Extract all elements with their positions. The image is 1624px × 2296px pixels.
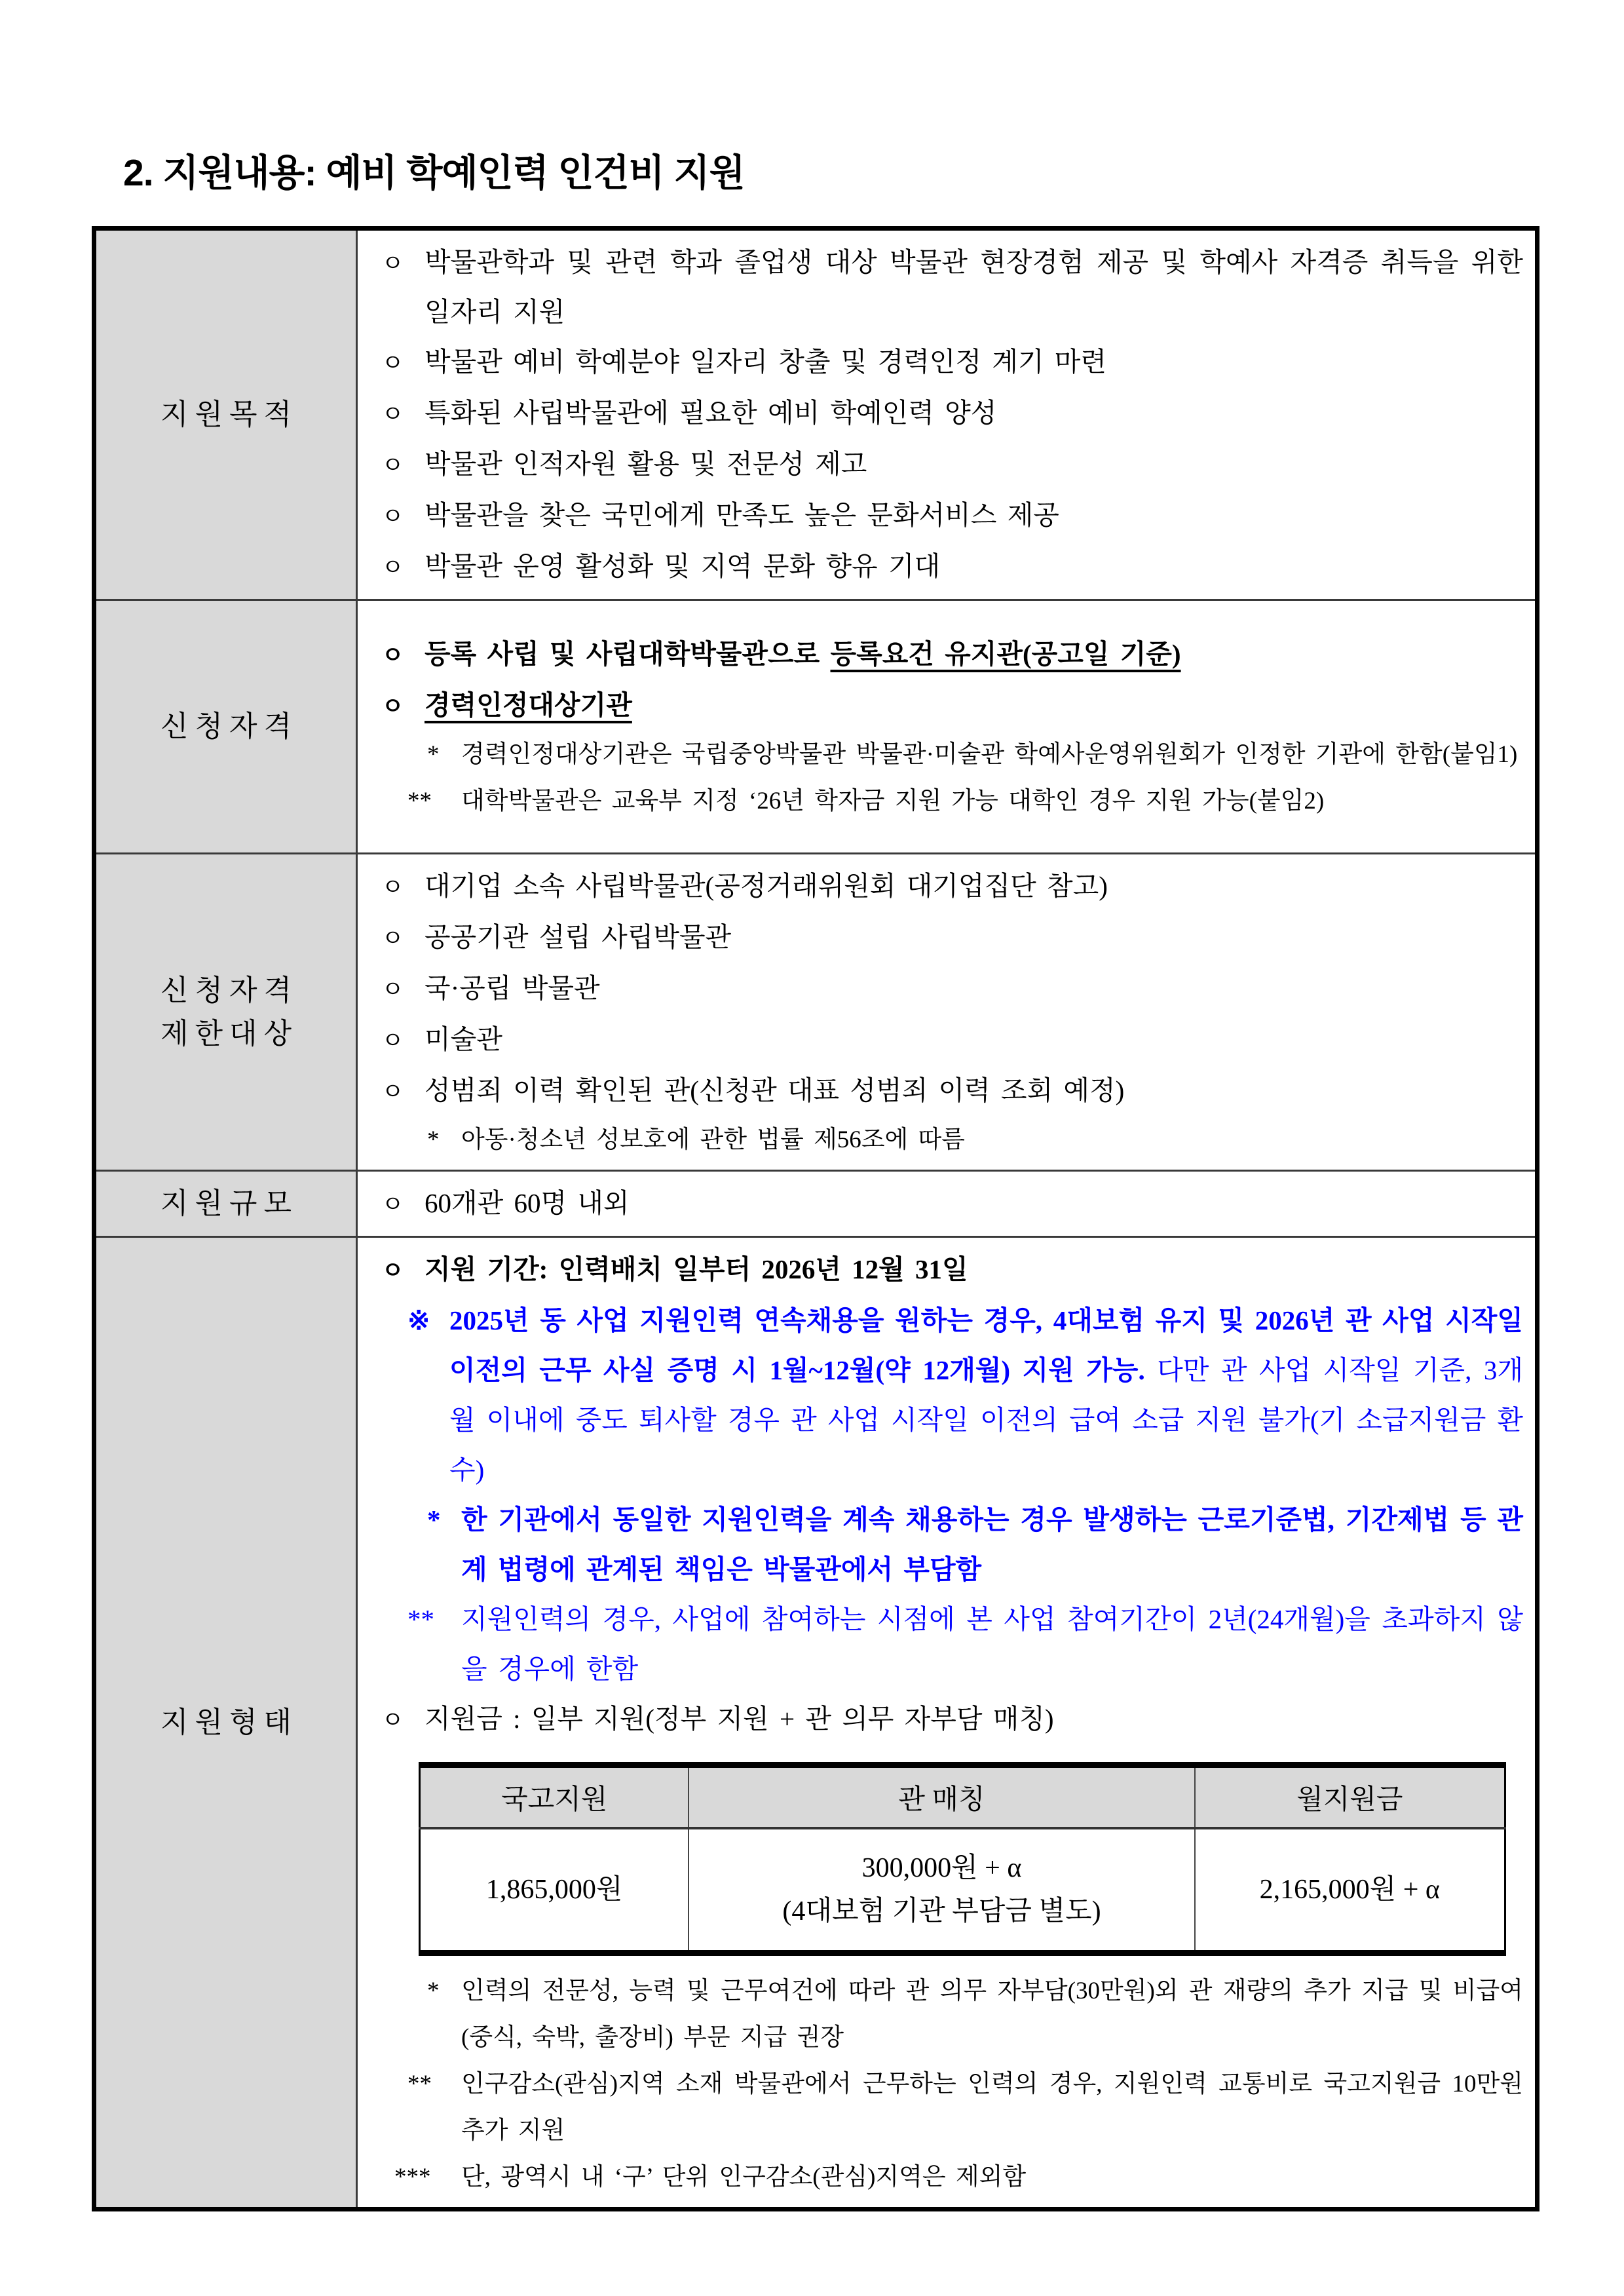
line-text <box>461 1117 1523 1163</box>
inner-table-value-cell <box>1195 1828 1505 1953</box>
line-text <box>461 778 1523 824</box>
content-line <box>381 1694 1523 1745</box>
row-header-label: 신청자격 <box>160 710 298 742</box>
row-header-label: 지원형태 <box>160 1706 298 1738</box>
text-segment: 경력인정대상기관은 국립중앙박물관 박물관·미술관 학예사운영위원회가 인정한 기관에 한함(붙임1) <box>461 741 1518 768</box>
content-line <box>381 912 1523 963</box>
content-cell <box>357 1237 1538 2210</box>
page-title: 2. 지원내용: 예비 학예인력 인건비 지원 <box>123 152 745 194</box>
line-text <box>461 1968 1523 2061</box>
row-header-label: 지원목적 <box>160 398 298 430</box>
line-text <box>461 731 1523 778</box>
line-text <box>425 680 1523 730</box>
content-line <box>381 2154 1523 2200</box>
line-text <box>461 1594 1523 1694</box>
bullet-marker: ** <box>407 1604 434 1634</box>
inner-table-value-line: 1,865,000원 <box>485 1875 623 1905</box>
content-line <box>381 629 1523 680</box>
line-text <box>425 861 1523 911</box>
inner-table-value-cell <box>689 1828 1194 1953</box>
row-header-label: 신청자격 <box>160 974 298 1006</box>
text-segment: 박물관 인적자원 활용 및 전문성 제고 <box>425 449 867 479</box>
content-line <box>381 1117 1523 1163</box>
inner-table-value-line: 2,165,000원 + α <box>1259 1875 1440 1905</box>
content-line <box>381 2061 1523 2154</box>
bullet-marker: ** <box>407 2071 432 2097</box>
bullet-marker: ※ <box>407 1305 430 1335</box>
bullet-marker: *** <box>394 2164 431 2191</box>
inner-table-value-cell <box>420 1828 689 1953</box>
bullet-marker: ㅇ <box>381 250 404 277</box>
line-text <box>425 337 1523 387</box>
text-segment: 성범죄 이력 확인된 관(신청관 대표 성범죄 이력 조회 예정) <box>425 1075 1125 1105</box>
bullet-marker: * <box>427 741 440 768</box>
text-segment: 한 기관에서 동일한 지원인력을 계속 채용하는 경우 발생하는 근로기준법, 기간제법 등 관계 법령에 관계된 책임은 박물관에서 부담함 <box>461 1504 1523 1584</box>
bullet-marker: ㅇ <box>381 1079 404 1105</box>
row-header-cell <box>94 1237 357 2210</box>
text-segment: 지원인력의 경우, 사업에 참여하는 시점에 본 사업 참여기간이 2년(24개월)을 초과하지 않을 경우에 한함 <box>461 1604 1523 1684</box>
text-segment: 미술관 <box>425 1024 502 1054</box>
bullet-marker: ㅇ <box>381 1191 404 1217</box>
text-segment: 대기업 소속 사립박물관(공정거래위원회 대기업집단 참고) <box>425 871 1108 901</box>
content-line <box>381 731 1523 778</box>
content-cell <box>357 600 1538 854</box>
content-line <box>381 1178 1523 1229</box>
content-cell <box>357 229 1538 600</box>
text-segment: 60개관 60명 내외 <box>425 1188 630 1218</box>
content-cell <box>357 854 1538 1171</box>
inner-table-value-row <box>420 1828 1505 1953</box>
content-line <box>381 1014 1523 1065</box>
line-text <box>425 388 1523 438</box>
bullet-marker: ㅇ <box>381 976 404 1003</box>
text-segment: 특화된 사립박물관에 필요한 예비 학예인력 양성 <box>425 398 997 428</box>
line-text <box>425 541 1523 591</box>
content-line <box>381 1244 1523 1295</box>
line-text <box>425 1178 1523 1228</box>
line-text <box>425 1065 1523 1115</box>
text-segment: 등록요건 유지관(공고일 기준) <box>830 639 1181 669</box>
bullet-marker: ㅇ <box>381 503 404 529</box>
content-line <box>381 1968 1523 2061</box>
bullet-marker: ㅇ <box>381 554 404 581</box>
line-text <box>425 1014 1523 1064</box>
text-segment: 다만 관 사업 시작일 기준, 3개월 이내에 중도 퇴사할 경우 관 사업 시작일 이전의 급여 소급 지원 불가(기 소급지원금 환수) <box>449 1355 1523 1485</box>
content-line <box>381 963 1523 1014</box>
main-table-body <box>94 229 1538 2210</box>
inner-table <box>419 1762 1506 1956</box>
line-text <box>425 1694 1523 1744</box>
bullet-marker: ㅇ <box>381 1707 404 1733</box>
content-cell <box>357 1171 1538 1237</box>
text-segment: 박물관학과 및 관련 학과 졸업생 대상 박물관 현장경험 제공 및 학예사 자격증 취득을 위한 일자리 지원 <box>425 247 1523 327</box>
content-line <box>381 541 1523 592</box>
line-text <box>425 963 1523 1013</box>
line-text <box>425 629 1523 679</box>
row-header-cell <box>94 1171 357 1237</box>
inner-table-header-cell: 월지원금 <box>1195 1765 1505 1829</box>
table-row <box>94 229 1538 600</box>
line-text <box>425 1244 1523 1294</box>
table-row <box>94 1171 1538 1237</box>
text-segment: 등록 사립 및 사립대학박물관으로 <box>425 639 831 669</box>
bullet-marker: ㅇ <box>381 1257 404 1284</box>
text-segment: 인력의 전문성, 능력 및 근무여건에 따라 관 의무 자부담(30만원)외 관 재량의 추가 지급 및 비급여(중식, 숙박, 출장비) 부문 지급 권장 <box>461 1978 1523 2051</box>
row-header-label: 제한대상 <box>160 1017 298 1050</box>
inner-table-header-row <box>420 1765 1505 1829</box>
line-text <box>425 237 1523 337</box>
line-text <box>425 439 1523 489</box>
inner-table-value-line: (4대보험 기관 부담금 별도) <box>782 1896 1101 1926</box>
line-text <box>449 1295 1523 1495</box>
content-line <box>381 1295 1523 1495</box>
bullet-marker: ㅇ <box>381 452 404 478</box>
text-segment: 아동·청소년 성보호에 관한 법률 제56조에 따름 <box>461 1126 965 1153</box>
bullet-marker: ㅇ <box>381 693 404 719</box>
row-header-cell <box>94 854 357 1171</box>
content-line <box>381 1594 1523 1694</box>
inner-table-header-cell: 관 매칭 <box>689 1765 1194 1829</box>
bullet-marker: * <box>427 1978 440 2004</box>
bullet-marker: * <box>427 1504 441 1535</box>
line-text <box>461 1495 1523 1594</box>
content-line <box>381 778 1523 824</box>
content-line <box>381 680 1523 731</box>
bullet-marker: ㅇ <box>381 401 404 427</box>
table-row <box>94 1237 1538 2210</box>
content-line <box>381 237 1523 337</box>
table-row <box>94 854 1538 1171</box>
row-header-cell <box>94 600 357 854</box>
line-text <box>461 2061 1523 2154</box>
text-segment: 경력인정대상기관 <box>425 690 632 720</box>
line-text <box>425 490 1523 540</box>
content-line <box>381 1065 1523 1117</box>
bullet-marker: * <box>427 1126 440 1153</box>
text-segment: 박물관 예비 학예분야 일자리 창출 및 경력인정 계기 마련 <box>425 347 1106 377</box>
text-segment: 지원금 : 일부 지원(정부 지원 + 관 의무 자부담 매칭) <box>425 1704 1054 1734</box>
content-line <box>381 388 1523 439</box>
text-segment: 대학박물관은 교육부 지정 ‘26년 학자금 지원 가능 대학인 경우 지원 가능(붙임2) <box>461 788 1325 814</box>
main-table <box>92 226 1539 2211</box>
content-line <box>381 861 1523 912</box>
row-header-label: 지원규모 <box>160 1187 298 1219</box>
content-line <box>381 490 1523 541</box>
text-segment: 지원 기간: 인력배치 일부터 2026년 12월 31일 <box>425 1254 968 1284</box>
content-line <box>381 337 1523 388</box>
bullet-marker: ㅇ <box>381 874 404 900</box>
row-header-cell <box>94 229 357 600</box>
line-text <box>425 912 1523 962</box>
inner-table-value-line: 300,000원 + α <box>861 1853 1022 1883</box>
text-segment: 2025년 동 사업 지원인력 연속채용을 원하는 경우, 4대보험 유지 및 2026년 관 사업 시작일 이전의 근무 사실 증명 시 1월~12월(약 12개월) 지원 가능. <box>449 1305 1523 1385</box>
text-segment: 박물관 운영 활성화 및 지역 문화 향유 기대 <box>425 551 941 581</box>
bullet-marker: ㅇ <box>381 1027 404 1054</box>
text-segment: 박물관을 찾은 국민에게 만족도 높은 문화서비스 제공 <box>425 500 1059 530</box>
bullet-marker: ㅇ <box>381 350 404 376</box>
content-line <box>381 1495 1523 1594</box>
inner-table-header-cell: 국고지원 <box>420 1765 689 1829</box>
bullet-marker: ㅇ <box>381 642 404 668</box>
bullet-marker: ㅇ <box>381 925 404 951</box>
table-row <box>94 600 1538 854</box>
text-segment: 단, 광역시 내 ‘구’ 단위 인구감소(관심)지역은 제외함 <box>461 2164 1027 2191</box>
text-segment: 공공기관 설립 사립박물관 <box>425 922 732 952</box>
line-text <box>461 2154 1523 2200</box>
bullet-marker: ** <box>407 788 432 814</box>
text-segment: 국·공립 박물관 <box>425 973 600 1003</box>
text-segment: 인구감소(관심)지역 소재 박물관에서 근무하는 인력의 경우, 지원인력 교통비로 국고지원금 10만원 추가 지원 <box>461 2071 1523 2144</box>
content-line <box>381 439 1523 490</box>
